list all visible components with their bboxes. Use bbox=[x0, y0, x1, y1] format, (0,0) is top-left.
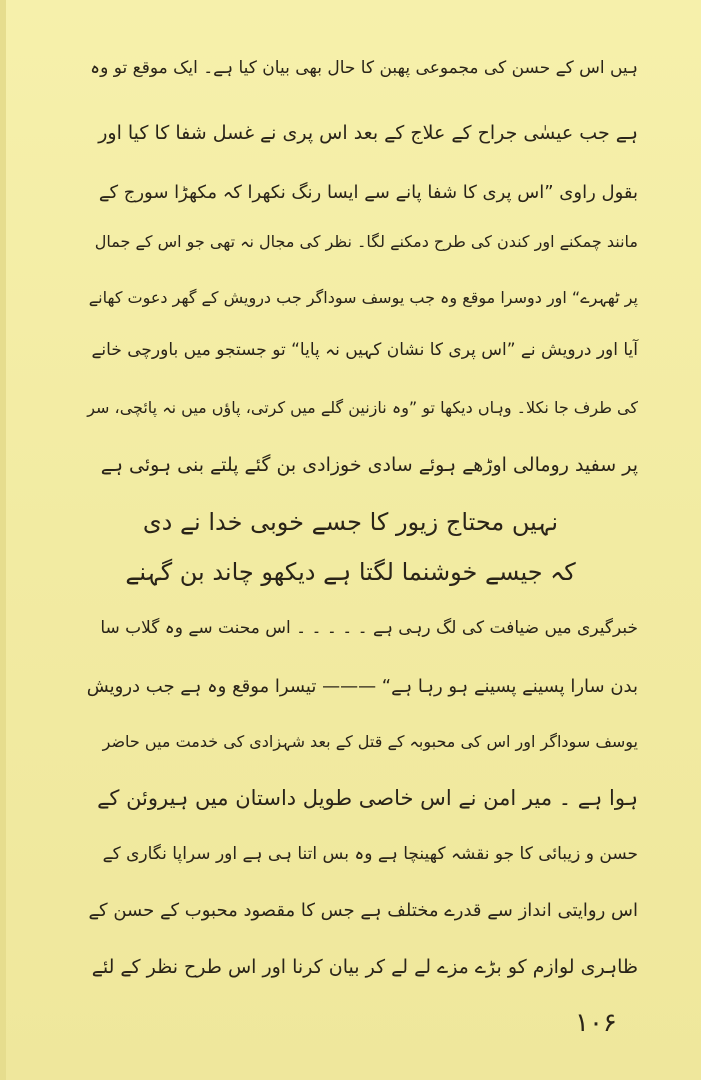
text-line: خبرگیری میں ضیافت کی لگ رہی ہے ۔ ۔ ۔ ۔ ۔ اس محنت سے وہ گلاب سا bbox=[100, 618, 638, 638]
text-line: ہوا ہے ۔ میر امن نے اس خاصی طویل داستان میں ہیروئن کے bbox=[97, 786, 638, 810]
text-line: ہیں اس کے حسن کی مجموعی پھبن کا حال بھی بیان کیا ہے۔ ایک موقع تو وہ bbox=[90, 58, 638, 78]
text-line: ہے جب عیسٰی جراح کے علاج کے بعد اس پری نے غسل شفا کا کیا اور bbox=[98, 122, 638, 144]
text-line: بقول راوی ”اس پری کا شفا پانے سے ایسا رنگ نکھرا کہ مکھڑا سورج کے bbox=[98, 182, 638, 203]
page-edge bbox=[0, 0, 6, 1080]
text-line: مانند چمکنے اور کندن کی طرح دمکنے لگا۔ نظر کی مجال نہ تھی جو اس کے جمال bbox=[94, 232, 638, 251]
text-line: حسن و زیبائی کا جو نقشہ کھینچا ہے وہ بس اتنا ہی ہے اور سراپا نگاری کے bbox=[102, 844, 638, 864]
text-line: یوسف سوداگر اور اس کی محبوبہ کے قتل کے بعد شہزادی کی خدمت میں حاضر bbox=[102, 732, 638, 751]
verse-line-1: نہیں محتاج زیور کا جسے خوبی خدا نے دی bbox=[142, 508, 559, 536]
page-number: ۱۰۶ bbox=[575, 1008, 617, 1038]
text-line: ظاہری لوازم کو بڑے مزے لے لے کر بیان کرنا اور اس طرح نظر کے لئے bbox=[91, 956, 638, 978]
text-line: پر ٹھہرے“ اور دوسرا موقع وہ جب یوسف سوداگر جب درویش کے گھر دعوت کھانے bbox=[88, 288, 638, 307]
verse-line-2: کہ جیسے خوشنما لگتا ہے دیکھو چاند بن گہنے bbox=[125, 558, 576, 586]
text-line: کی طرف جا نکلا۔ وہاں دیکھا تو ”وہ نازنین گلے میں کرتی، پاؤں میں نہ پائچی، سر bbox=[87, 398, 638, 417]
text-line: پر سفید رومالی اوڑھے ہوئے سادی خوزادی بن گئے پلتے بنی ہوئی ہے bbox=[100, 454, 638, 476]
text-line: اس روایتی انداز سے قدرے مختلف ہے جس کا مقصود محبوب کے حسن کے bbox=[88, 900, 638, 921]
text-line: بدن سارا پسینے پسینے ہو رہا ہے“ ——— تیسرا موقع وہ ہے جب درویش bbox=[86, 676, 638, 697]
text-line: آیا اور درویش نے ”اس پری کا نشان کہیں نہ پایا“ تو جستجو میں باورچی خانے bbox=[91, 340, 638, 360]
